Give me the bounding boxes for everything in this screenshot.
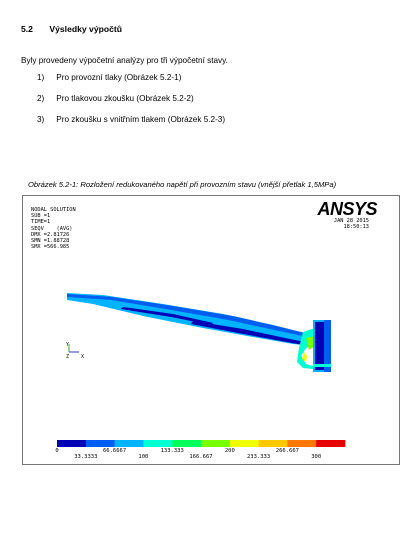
intro-paragraph: Byly provedeny výpočetní analýzy pro tři výpočetní stavy. bbox=[21, 56, 228, 65]
legend-tick-label: 33.3333 bbox=[74, 454, 98, 460]
list-item bbox=[37, 73, 225, 94]
list-item-text: Pro tlakovou zkoušku (Obrázek 5.2-2) bbox=[56, 94, 194, 103]
legend-tick-label: 66.6667 bbox=[103, 448, 127, 454]
info-line: SEQV (AVG) bbox=[31, 225, 73, 232]
timestamp bbox=[334, 218, 369, 231]
list-item-text: Pro zkoušku s vnitřním tlakem (Obrázek 5.2-3) bbox=[56, 115, 226, 124]
timestamp-time: 18:50:13 bbox=[343, 224, 369, 231]
ansys-logo: ANSYS bbox=[317, 199, 377, 219]
axis-triad bbox=[69, 344, 79, 352]
triad-y-label: Y bbox=[66, 342, 70, 348]
stress-plot bbox=[23, 196, 399, 464]
legend-swatch bbox=[57, 440, 86, 447]
solution-info bbox=[31, 207, 76, 250]
legend-tick-label: 0 bbox=[55, 448, 59, 454]
section-title: Výsledky výpočtů bbox=[49, 24, 122, 34]
legend-swatch bbox=[287, 440, 316, 447]
info-line: SMN =1.88728 bbox=[31, 238, 70, 245]
timestamp-date: JAN 28 2015 bbox=[333, 218, 369, 224]
info-line: SMX =566.985 bbox=[31, 244, 70, 251]
legend-color-bar bbox=[57, 440, 345, 447]
stress-contour-model bbox=[67, 293, 331, 372]
info-line: SUB =1 bbox=[31, 213, 51, 220]
legend-swatch bbox=[143, 440, 172, 447]
legend-tick-label: 166.667 bbox=[189, 454, 213, 460]
triad-z-label: Z bbox=[66, 354, 70, 360]
list-item-number: 3) bbox=[37, 115, 45, 124]
legend-tick-label: 233.333 bbox=[247, 454, 271, 460]
legend-swatch bbox=[172, 440, 201, 447]
triad-x-label: X bbox=[81, 354, 85, 360]
legend-tick-label: 266.667 bbox=[275, 448, 299, 454]
list-item-number: 2) bbox=[37, 94, 45, 103]
legend-swatch bbox=[230, 440, 259, 447]
list-item-number: 1) bbox=[37, 73, 45, 82]
info-line: TIME=1 bbox=[31, 219, 51, 226]
calculation-cases-list bbox=[37, 73, 225, 136]
list-item bbox=[37, 115, 225, 136]
list-item bbox=[37, 94, 225, 115]
legend-swatch bbox=[86, 440, 115, 447]
legend-swatch bbox=[201, 440, 230, 447]
list-item-text: Pro provozní tlaky (Obrázek 5.2-1) bbox=[56, 73, 182, 82]
section-heading bbox=[21, 24, 122, 34]
legend-swatch bbox=[115, 440, 144, 447]
section-number: 5.2 bbox=[21, 24, 33, 34]
legend-tick-label: 100 bbox=[138, 454, 149, 460]
legend-tick-label: 300 bbox=[311, 454, 322, 460]
figure-caption: Obrázek 5.2-1: Rozložení redukovaného napětí při provozním stavu (vnější přetlak 1,5MPa) bbox=[28, 180, 337, 189]
legend-swatch bbox=[316, 440, 345, 447]
legend-swatch bbox=[259, 440, 288, 447]
legend-tick-label: 133.333 bbox=[160, 448, 184, 454]
legend-tick-label: 200 bbox=[224, 448, 235, 454]
info-line: NODAL SOLUTION bbox=[31, 207, 76, 213]
info-line: DMX =2.81726 bbox=[31, 231, 70, 238]
ansys-result-figure bbox=[22, 195, 400, 465]
